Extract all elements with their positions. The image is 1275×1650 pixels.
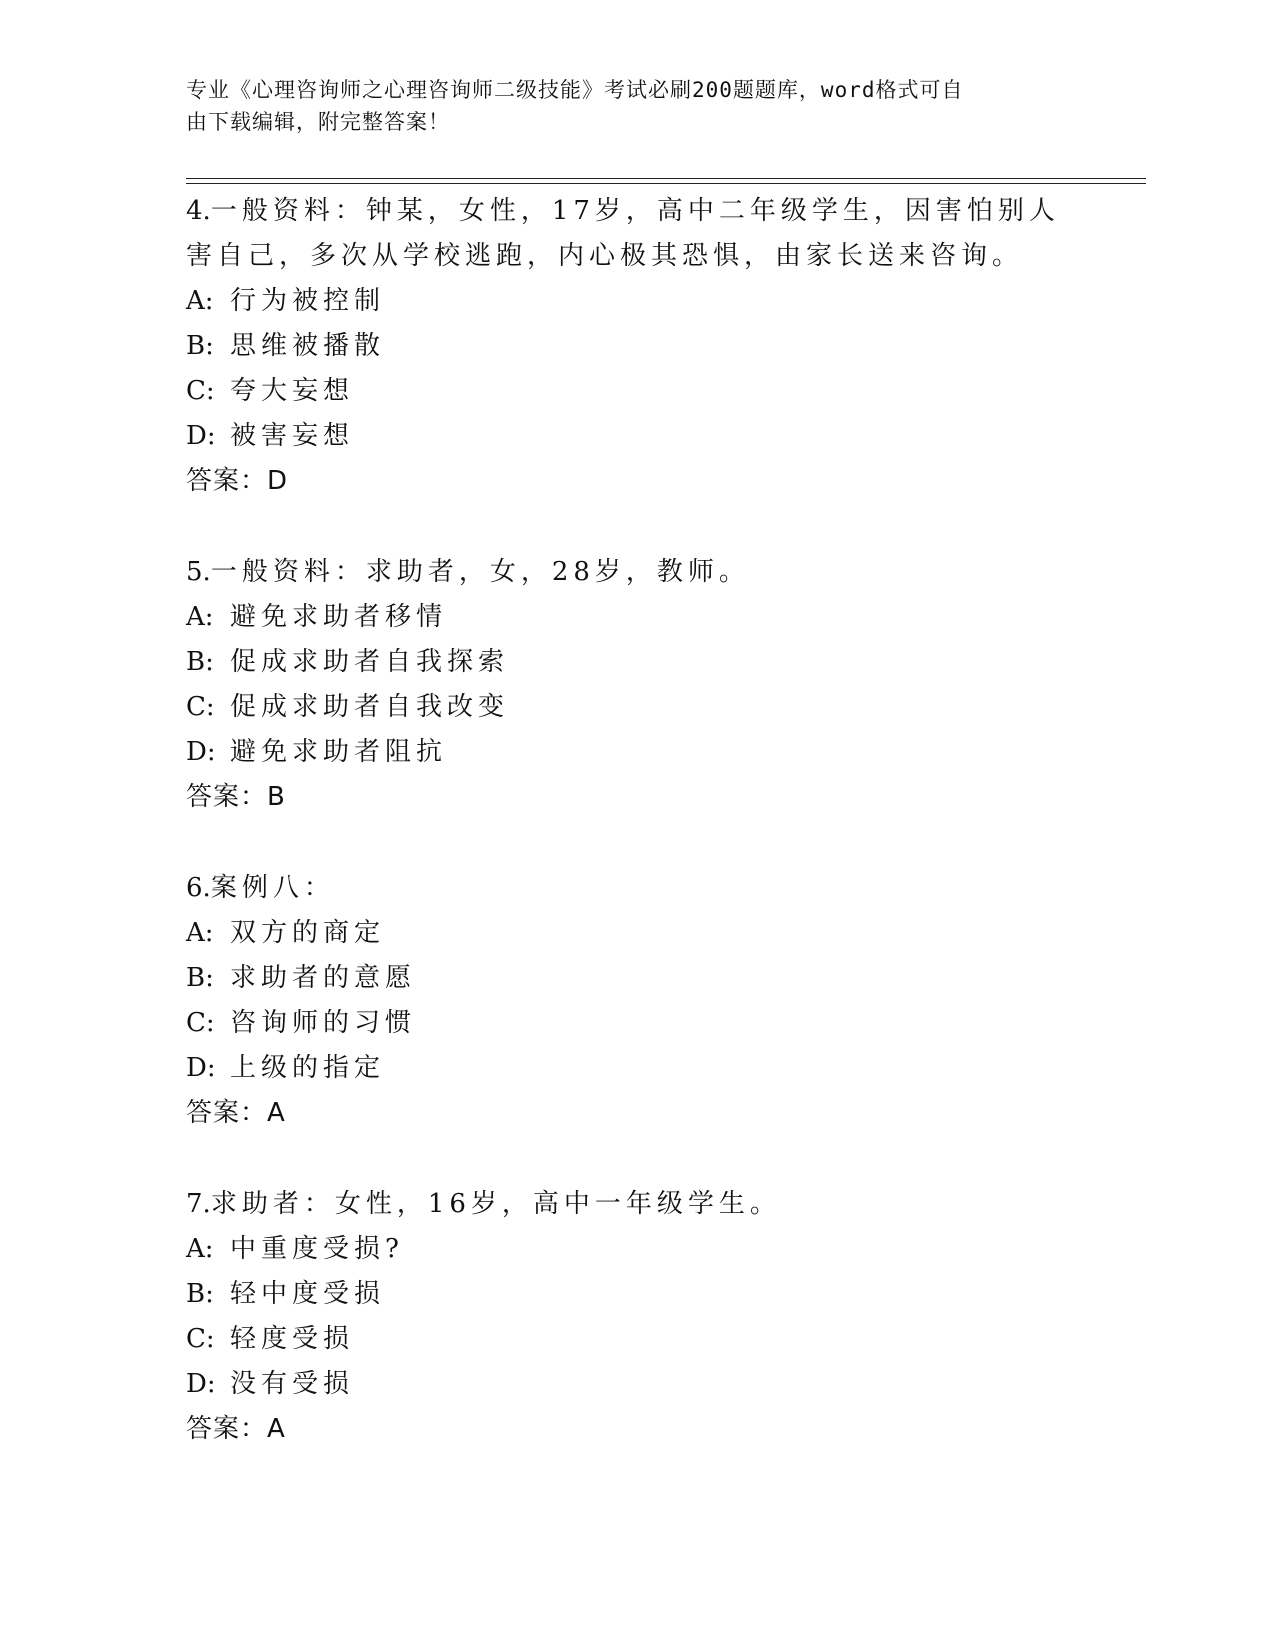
option-c bbox=[186, 685, 1086, 730]
option-key: C: bbox=[186, 1008, 215, 1038]
option-d bbox=[186, 1362, 1086, 1407]
option-key: D: bbox=[186, 1369, 216, 1399]
question-stem: 案例八： bbox=[210, 873, 335, 903]
header-line-1: 专业《心理咨询师之心理咨询师二级技能》考试必刷200题题库，word格式可自 bbox=[186, 78, 964, 102]
question-6 bbox=[186, 866, 1086, 1136]
answer: 答案：B bbox=[186, 782, 286, 812]
header-divider-top bbox=[186, 178, 1146, 179]
option-key: D: bbox=[186, 737, 216, 767]
question-list bbox=[186, 189, 1086, 1498]
option-text: 夸大妄想 bbox=[230, 376, 355, 406]
option-c bbox=[186, 1001, 1086, 1046]
answer: 答案：A bbox=[186, 1098, 286, 1128]
option-text: 轻中度受损 bbox=[230, 1279, 386, 1309]
option-a bbox=[186, 279, 1086, 324]
option-key: A: bbox=[186, 602, 214, 632]
option-text: 避免求助者移情 bbox=[230, 602, 448, 632]
option-text: 行为被控制 bbox=[230, 286, 386, 316]
question-number: 7. bbox=[186, 1189, 211, 1219]
question-4 bbox=[186, 189, 1086, 504]
option-text: 促成求助者自我改变 bbox=[230, 692, 510, 722]
option-b bbox=[186, 956, 1086, 1001]
option-b bbox=[186, 324, 1086, 369]
question-7 bbox=[186, 1182, 1086, 1452]
question-stem: 一般资料：钟某，女性，17岁，高中二年级学生，因害怕别人害自己，多次从学校逃跑，内心极其恐惧，由家长送来咨询。 bbox=[186, 196, 1060, 271]
question-text bbox=[186, 189, 1086, 279]
option-text: 思维被播散 bbox=[230, 331, 386, 361]
option-d bbox=[186, 730, 1086, 775]
option-d bbox=[186, 1046, 1086, 1091]
option-text: 避免求助者阻抗 bbox=[230, 737, 448, 767]
option-key: B: bbox=[186, 1279, 214, 1309]
option-d bbox=[186, 414, 1086, 459]
option-text: 咨询师的习惯 bbox=[230, 1008, 417, 1038]
option-key: C: bbox=[186, 692, 215, 722]
question-stem: 求助者：女性，16岁，高中一年级学生。 bbox=[210, 1189, 781, 1219]
option-text: 中重度受损? bbox=[230, 1234, 404, 1264]
option-key: A: bbox=[186, 918, 214, 948]
option-a bbox=[186, 595, 1086, 640]
question-text bbox=[186, 550, 1086, 595]
option-key: D: bbox=[186, 1053, 216, 1083]
header-line-2: 由下载编辑，附完整答案！ bbox=[186, 110, 450, 134]
option-key: D: bbox=[186, 421, 216, 451]
option-text: 被害妄想 bbox=[230, 421, 355, 451]
option-b bbox=[186, 1272, 1086, 1317]
option-c bbox=[186, 1317, 1086, 1362]
option-text: 双方的商定 bbox=[230, 918, 386, 948]
header-divider-bottom bbox=[186, 183, 1146, 184]
question-number: 6. bbox=[186, 873, 211, 903]
document-header bbox=[186, 74, 1066, 138]
question-number: 4. bbox=[186, 196, 211, 226]
question-number: 5. bbox=[186, 557, 211, 587]
option-key: A: bbox=[186, 286, 214, 316]
option-key: C: bbox=[186, 376, 215, 406]
answer: 答案：D bbox=[186, 466, 289, 496]
answer: 答案：A bbox=[186, 1414, 286, 1444]
option-key: B: bbox=[186, 963, 214, 993]
option-text: 轻度受损 bbox=[230, 1324, 355, 1354]
question-5 bbox=[186, 550, 1086, 820]
option-key: A: bbox=[186, 1234, 214, 1264]
option-b bbox=[186, 640, 1086, 685]
question-text bbox=[186, 866, 1086, 911]
question-text bbox=[186, 1182, 1086, 1227]
question-stem: 一般资料：求助者，女，28岁，教师。 bbox=[210, 557, 750, 587]
option-key: B: bbox=[186, 647, 214, 677]
option-a bbox=[186, 1227, 1086, 1272]
option-c bbox=[186, 369, 1086, 414]
option-text: 上级的指定 bbox=[230, 1053, 386, 1083]
option-key: C: bbox=[186, 1324, 215, 1354]
option-text: 促成求助者自我探索 bbox=[230, 647, 510, 677]
option-text: 没有受损 bbox=[230, 1369, 355, 1399]
option-a bbox=[186, 911, 1086, 956]
option-key: B: bbox=[186, 331, 214, 361]
option-text: 求助者的意愿 bbox=[230, 963, 417, 993]
